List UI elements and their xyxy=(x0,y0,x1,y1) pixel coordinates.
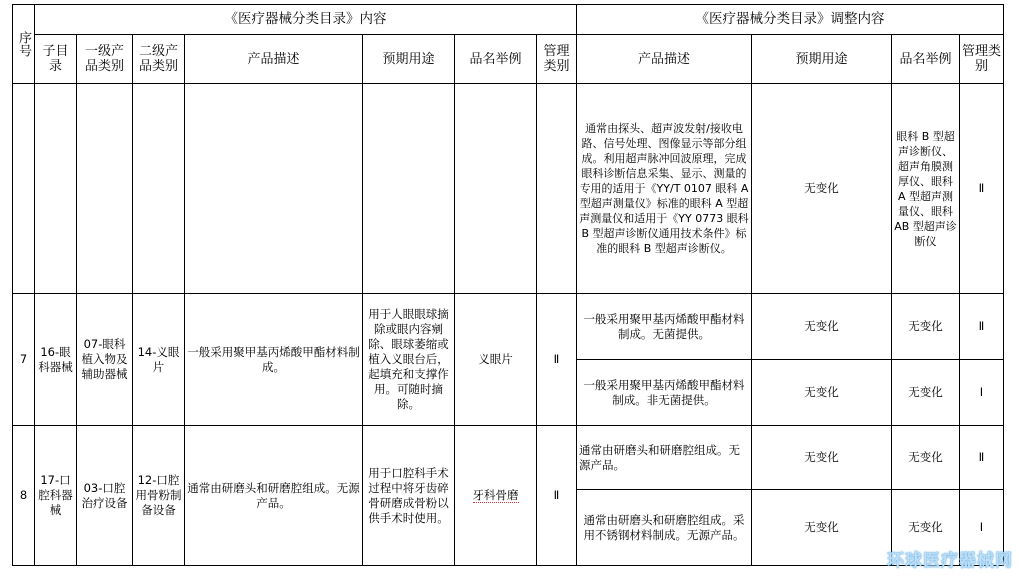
level1-cell: 03-口腔治疗设备 xyxy=(77,426,133,566)
adj-intended-use-cell: 无变化 xyxy=(752,426,892,490)
adj-description-header: 产品描述 xyxy=(577,35,752,84)
table-row xyxy=(13,426,1004,490)
adj-mgmt-class-cell: Ⅰ xyxy=(960,360,1004,426)
mgmt-class-header: 管理类别 xyxy=(537,35,577,84)
adj-intended-use-cell: 无变化 xyxy=(752,294,892,360)
adj-description-cell: 通常由研磨头和研磨腔组成。采用不锈钢材料制成。无源产品。 xyxy=(577,490,752,566)
adj-mgmt-class-cell: Ⅱ xyxy=(960,294,1004,360)
site-watermark: 环球医疗器械网 xyxy=(887,551,1013,571)
mgmt-class-cell xyxy=(537,84,577,294)
mgmt-class-cell: Ⅱ xyxy=(537,426,577,566)
adj-examples-cell: 无变化 xyxy=(892,360,960,426)
original-content-header: 《医疗器械分类目录》内容 xyxy=(35,5,577,35)
sub-catalog-header: 子目录 xyxy=(35,35,77,84)
examples-text: 牙科骨磨 xyxy=(472,488,519,502)
level2-header: 二级产品类别 xyxy=(133,35,185,84)
adj-description-cell: 一般采用聚甲基丙烯酸甲酯材料制成。无菌提供。 xyxy=(577,294,752,360)
level1-cell: 07-眼科植入物及辅助器械 xyxy=(77,294,133,426)
adj-mgmt-class-cell: Ⅰ xyxy=(960,490,1004,566)
adj-intended-use-header: 预期用途 xyxy=(752,35,892,84)
sub-catalog-cell: 16-眼科器械 xyxy=(35,294,77,426)
level1-cell xyxy=(77,84,133,294)
adj-examples-cell: 无变化 xyxy=(892,294,960,360)
sub-catalog-cell xyxy=(35,84,77,294)
seq-cell xyxy=(13,84,35,294)
table-row xyxy=(13,84,1004,294)
adj-description-cell: 通常由探头、超声波发射/接收电路、信号处理、图像显示等部分组成。利用超声脉冲回波原理，完成眼科诊断信息采集、显示、测量的专用的适用于《YY/T 0107 眼科 A 型超声测量仪》标准的眼科 A 型超声测量仪和适用于《YY 0773 眼科 B 型超声诊断仪通用技术条件》标准的眼科 B 型超声诊断仪。 xyxy=(577,84,752,294)
adj-intended-use-cell: 无变化 xyxy=(752,84,892,294)
adj-examples-cell: 无变化 xyxy=(892,426,960,490)
adj-intended-use-cell: 无变化 xyxy=(752,490,892,566)
description-cell xyxy=(185,84,363,294)
level2-cell: 12-口腔用骨粉制备设备 xyxy=(133,426,185,566)
mgmt-class-cell: Ⅱ xyxy=(537,294,577,426)
intended-use-cell: 用于口腔科手术过程中将牙齿碎骨研磨成骨粉以供手术时使用。 xyxy=(363,426,455,566)
level2-cell xyxy=(133,84,185,294)
seq-cell: 8 xyxy=(13,426,35,566)
adj-mgmt-class-cell: Ⅱ xyxy=(960,426,1004,490)
intended-use-cell xyxy=(363,84,455,294)
adj-mgmt-class-header: 管理类别 xyxy=(960,35,1004,84)
adj-description-cell: 一般采用聚甲基丙烯酸甲酯材料制成。非无菌提供。 xyxy=(577,360,752,426)
table-row xyxy=(13,294,1004,360)
seq-header: 序号 xyxy=(13,5,35,84)
adj-mgmt-class-cell: Ⅱ xyxy=(960,84,1004,294)
seq-cell: 7 xyxy=(13,294,35,426)
examples-cell xyxy=(455,426,537,566)
adj-examples-cell: 眼科 B 型超声诊断仪、超声角膜测厚仪、眼科 A 型超声测量仪、眼科 AB 型超声诊断仪 xyxy=(892,84,960,294)
description-cell: 通常由研磨头和研磨腔组成。无源产品。 xyxy=(185,426,363,566)
intended-use-header: 预期用途 xyxy=(363,35,455,84)
examples-header: 品名举例 xyxy=(455,35,537,84)
adj-examples-cell: 无变化 xyxy=(892,490,960,566)
adj-examples-header: 品名举例 xyxy=(892,35,960,84)
description-header: 产品描述 xyxy=(185,35,363,84)
level1-header: 一级产品类别 xyxy=(77,35,133,84)
adj-intended-use-cell: 无变化 xyxy=(752,360,892,426)
classification-table xyxy=(12,4,1004,566)
level2-cell: 14-义眼片 xyxy=(133,294,185,426)
sub-catalog-cell: 17-口腔科器械 xyxy=(35,426,77,566)
examples-cell xyxy=(455,84,537,294)
examples-cell: 义眼片 xyxy=(455,294,537,426)
intended-use-cell: 用于人眼眼球摘除或眼内容剜除、眼球萎缩或植入义眼台后，起填充和支撑作用。可随时摘除。 xyxy=(363,294,455,426)
description-cell: 一般采用聚甲基丙烯酸甲酯材料制成。 xyxy=(185,294,363,426)
adjusted-content-header: 《医疗器械分类目录》调整内容 xyxy=(577,5,1004,35)
adj-description-cell: 通常由研磨头和研磨腔组成。无源产品。 xyxy=(577,426,752,490)
